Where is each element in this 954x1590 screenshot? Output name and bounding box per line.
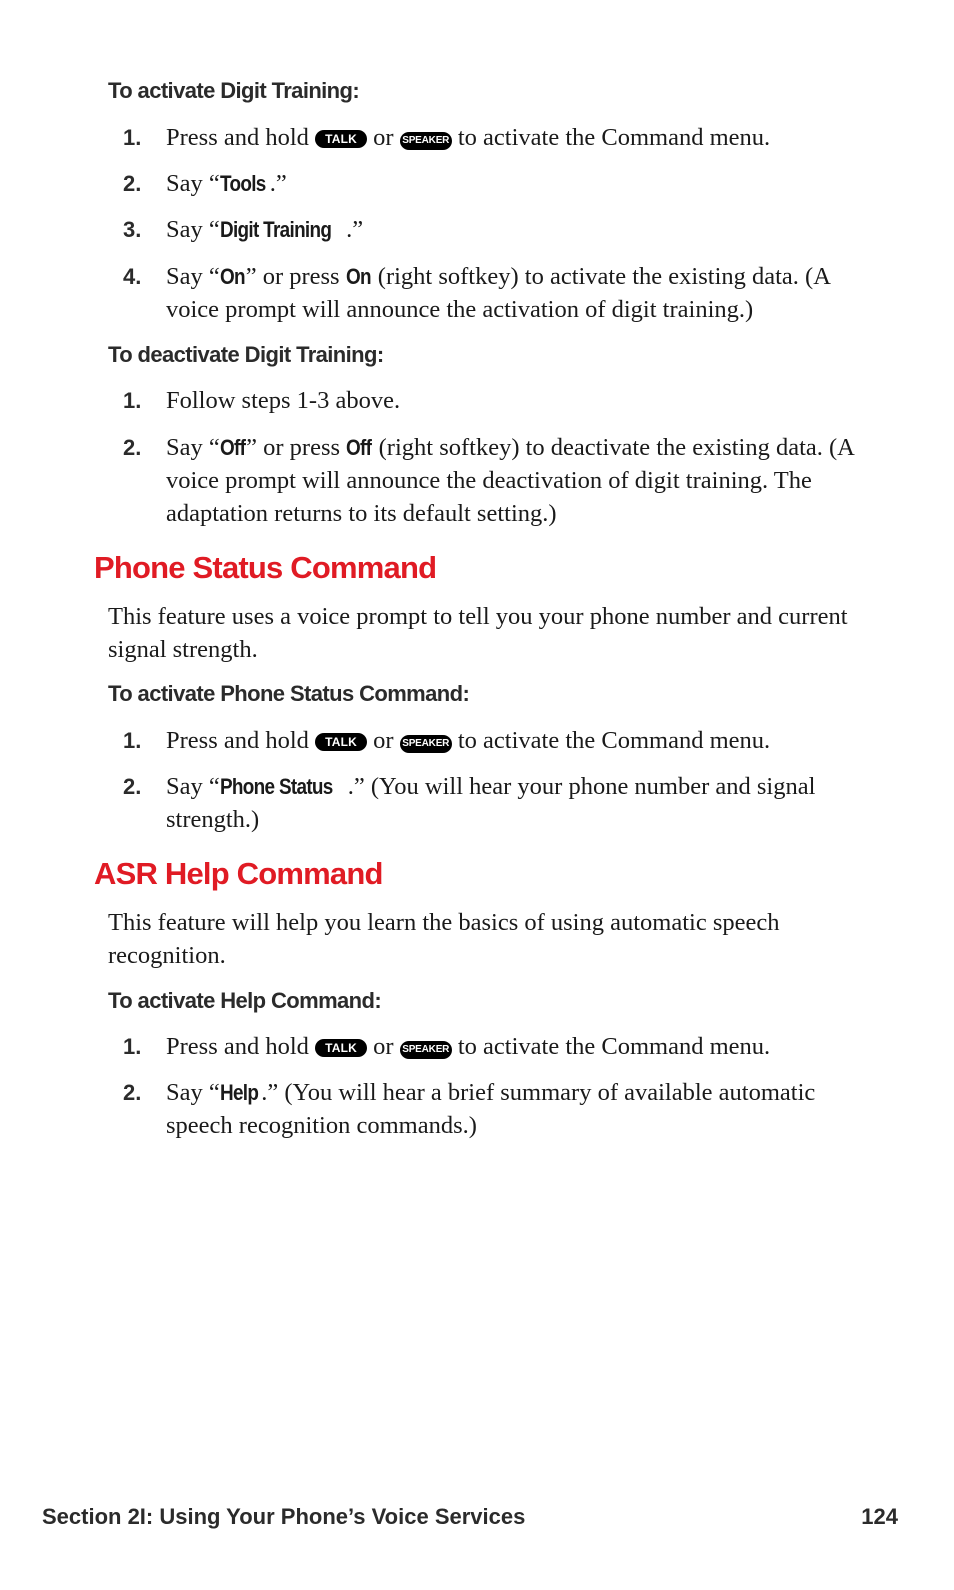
step-text: Press and hold TALK or SPEAKER to activate the Command menu. <box>166 727 771 754</box>
voice-command-keyword: Help <box>219 1080 259 1105</box>
step-number: 2. <box>123 435 142 460</box>
step-text: Say “Digit Training .” <box>166 213 866 246</box>
step-number: 1. <box>123 388 142 413</box>
talk-key-icon: TALK <box>315 733 367 751</box>
step-number: 1. <box>123 1034 142 1059</box>
voice-command-keyword: Phone Status <box>219 774 333 799</box>
speaker-key-icon: SPEAKER <box>400 1041 452 1059</box>
deactivate-digit-training-heading: To deactivate Digit Training: <box>108 342 384 367</box>
step-text: Press and hold TALK or SPEAKER to activate the Command menu. <box>166 1033 771 1060</box>
activate-phone-status-heading: To activate Phone Status Command: <box>108 681 470 706</box>
voice-command-keyword: On <box>219 264 245 289</box>
asr-help-intro: This feature will help you learn the basics of using automatic speech recognition. <box>108 909 780 969</box>
phone-status-intro: This feature uses a voice prompt to tell you your phone number and current signal strength. <box>108 603 848 663</box>
asr-help-command-title: ASR Help Command <box>94 856 383 891</box>
softkey-label: On <box>345 264 371 289</box>
step-text: Press and hold TALK or SPEAKER to activate the Command menu. <box>166 124 771 151</box>
activate-digit-training-heading: To activate Digit Training: <box>108 78 360 103</box>
speaker-key-icon: SPEAKER <box>400 735 452 753</box>
step-text: Say “Off” or press Off (right softkey) to deactivate the existing data. (A voice prompt will announce the deactivation of digit training. The adaptation returns to its default setting.) <box>166 431 866 530</box>
speaker-key-icon: SPEAKER <box>400 132 452 150</box>
talk-key-icon: TALK <box>315 130 367 148</box>
step-number: 1. <box>123 125 142 150</box>
step-number: 4. <box>123 264 142 289</box>
step-text: Follow steps 1-3 above. <box>166 387 401 414</box>
step-number: 1. <box>123 728 142 753</box>
voice-command-keyword: Off <box>219 435 246 460</box>
step-number: 3. <box>123 217 142 242</box>
step-text: Say “Tools .” <box>166 167 866 200</box>
step-number: 2. <box>123 171 142 196</box>
step-number: 2. <box>123 774 142 799</box>
step-text: Say “Phone Status .” (You will hear your phone number and signal strength.) <box>166 770 866 836</box>
talk-key-icon: TALK <box>315 1039 367 1057</box>
page-number: 124 <box>861 1504 898 1529</box>
step-text: Say “On” or press On (right softkey) to activate the existing data. (A voice prompt will announce the activation of digit training.) <box>166 260 866 326</box>
voice-command-keyword: Tools <box>219 171 266 196</box>
voice-command-keyword: Digit Training <box>219 217 331 242</box>
step-text: Say “Help .” (You will hear a brief summary of available automatic speech recognition commands.) <box>166 1076 866 1142</box>
footer-section-title: Section 2I: Using Your Phone’s Voice Services <box>42 1504 526 1529</box>
activate-help-command-heading: To activate Help Command: <box>108 988 382 1013</box>
softkey-label: Off <box>346 435 372 460</box>
step-number: 2. <box>123 1080 142 1105</box>
phone-status-command-title: Phone Status Command <box>94 550 437 585</box>
